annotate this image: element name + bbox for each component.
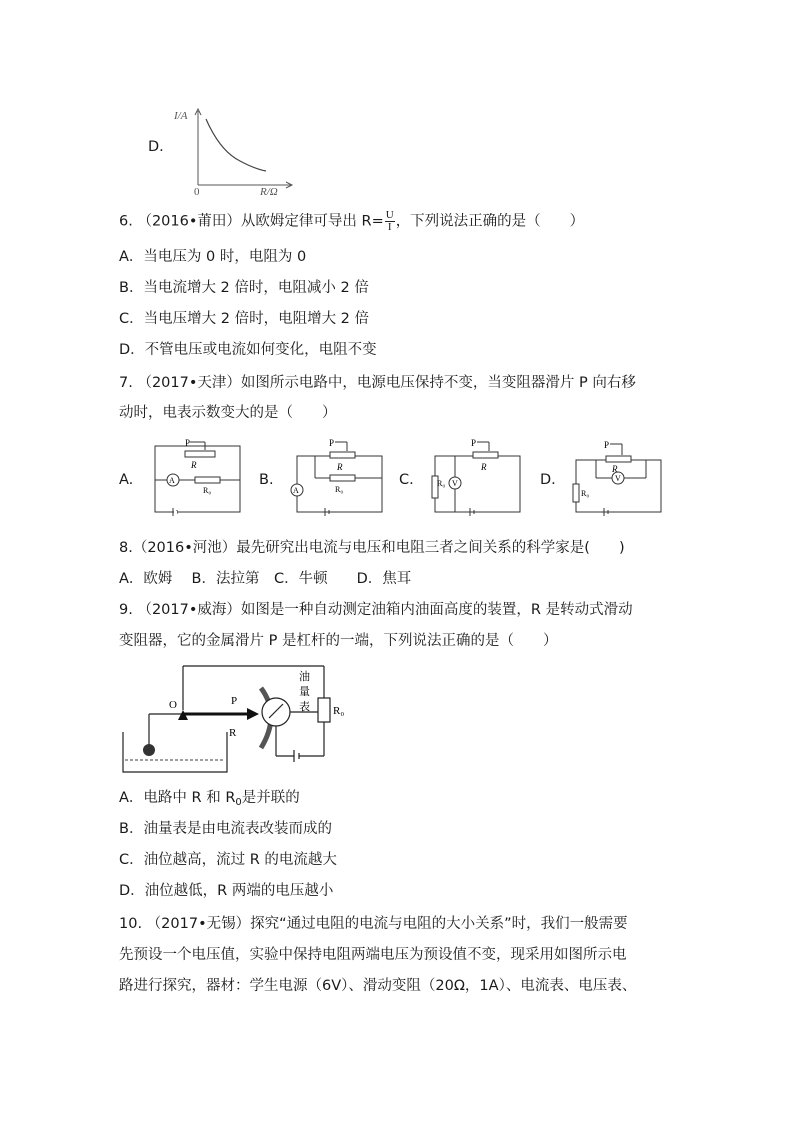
q7-stem-line2: 动时，电表示数变大的是（ ） <box>119 405 337 421</box>
q6-option-c: C．当电压增大 2 倍时，电阻增大 2 倍 <box>119 311 370 327</box>
q6-option-d: D．不管电压或电流如何变化，电阻不变 <box>119 342 377 358</box>
q9-label-O: O <box>169 699 177 711</box>
q7d-voltmeter: V <box>615 474 621 483</box>
q7-circuit-d <box>566 438 671 522</box>
q7-stem-line1: 7. （2017•天津）如图所示电路中，电源电压保持不变，当变阻器滑片 P 向右移 <box>119 375 636 391</box>
q9-label-P: P <box>231 695 238 707</box>
q9-oil-gauge-figure <box>119 660 359 780</box>
q7a-ammeter: A <box>169 476 175 485</box>
q9-meter-char-1: 油 <box>299 671 310 683</box>
q9-option-c: C．油位越高，流过 R 的电流越大 <box>119 852 337 868</box>
q7-option-d-label: D. <box>540 472 556 488</box>
q8-stem: 8.（2016•河池）最先研究出电流与电压和电阻三者之间关系的科学家是( ) <box>119 540 625 556</box>
q6-fraction <box>385 210 395 233</box>
q9-option-a <box>119 788 300 813</box>
q10-line1: 10. （2017•无锡）探究“通过电阻的电流与电阻的大小关系”时，我们一般需要 <box>119 916 628 932</box>
q5-x-label: R/Ω <box>260 186 278 197</box>
q7c-R0: R₀ <box>437 479 446 488</box>
q10-line3: 路进行探究，器材：学生电源（6V）、滑动变阻（20Ω，1A）、电流表、电压表、 <box>119 978 637 994</box>
q5-inverse-graph <box>170 105 300 197</box>
q8-options: A．欧姆 B．法拉第 C．牛顿 D．焦耳 <box>119 571 412 587</box>
q6-stem-pre: 6. （2016•莆田）从欧姆定律可导出 R= <box>119 213 384 230</box>
q7c-P: P <box>471 438 477 448</box>
q6-stem <box>119 210 584 233</box>
q7-option-c-label: C. <box>399 472 414 488</box>
q6-frac-num: U <box>385 209 394 221</box>
q7a-P: P <box>185 438 191 448</box>
q7-option-b-label: B. <box>259 472 274 488</box>
q7b-R: R <box>337 462 343 472</box>
q7-circuit-a <box>145 438 250 522</box>
q9-option-a-post: 是并联的 <box>241 790 300 806</box>
q9-stem-line2: 变阻器，它的金属滑片 P 是杠杆的一端，下列说法正确的是（ ） <box>119 633 558 649</box>
q7d-R0: R₀ <box>581 489 590 498</box>
q7a-R0: R₀ <box>203 486 212 495</box>
q7-circuit-b <box>285 438 390 522</box>
q9-option-b: B．油量表是由电流表改装而成的 <box>119 821 332 837</box>
q6-option-a: A．当电压为 0 时，电阻为 0 <box>119 249 307 265</box>
q7a-R: R <box>191 460 197 470</box>
q5-option-d-label: D. <box>148 139 164 155</box>
q7c-voltmeter: V <box>452 479 458 488</box>
q5-y-label: I/A <box>174 110 188 122</box>
q9-stem-line1: 9. （2017•威海）如图是一种自动测定油箱内油面高度的装置，R 是转动式滑动 <box>119 602 633 618</box>
q7-option-a-label: A. <box>119 472 134 488</box>
q7d-R: R <box>612 464 618 474</box>
q6-stem-post: ，下列说法正确的是（ ） <box>395 213 585 230</box>
q7-circuit-c <box>425 438 530 522</box>
q7b-P: P <box>329 438 335 448</box>
q7c-R: R <box>481 462 487 472</box>
q6-frac-den: I <box>387 221 392 233</box>
q9-meter-char-2: 量 <box>299 686 310 698</box>
q9-label-R0: R₀ <box>333 705 345 717</box>
q6-option-b: B．当电流增大 2 倍时，电阻减小 2 倍 <box>119 280 369 296</box>
q7d-P: P <box>604 440 610 450</box>
q9-label-R: R <box>229 727 237 739</box>
q5-origin-label: 0 <box>194 186 200 197</box>
q9-option-d: D．油位越低，R 两端的电压越小 <box>119 883 334 899</box>
q9-option-a-sub: 0 <box>235 797 242 808</box>
q10-line2: 先预设一个电压值，实验中保持电阻两端电压为预设值不变，现采用如图所示电 <box>119 947 627 963</box>
q7b-R0: R₀ <box>335 485 344 494</box>
q9-option-a-pre: A．电路中 R 和 R <box>119 790 236 806</box>
q9-meter-char-3: 表 <box>299 701 310 713</box>
q7b-ammeter: A <box>293 486 299 495</box>
